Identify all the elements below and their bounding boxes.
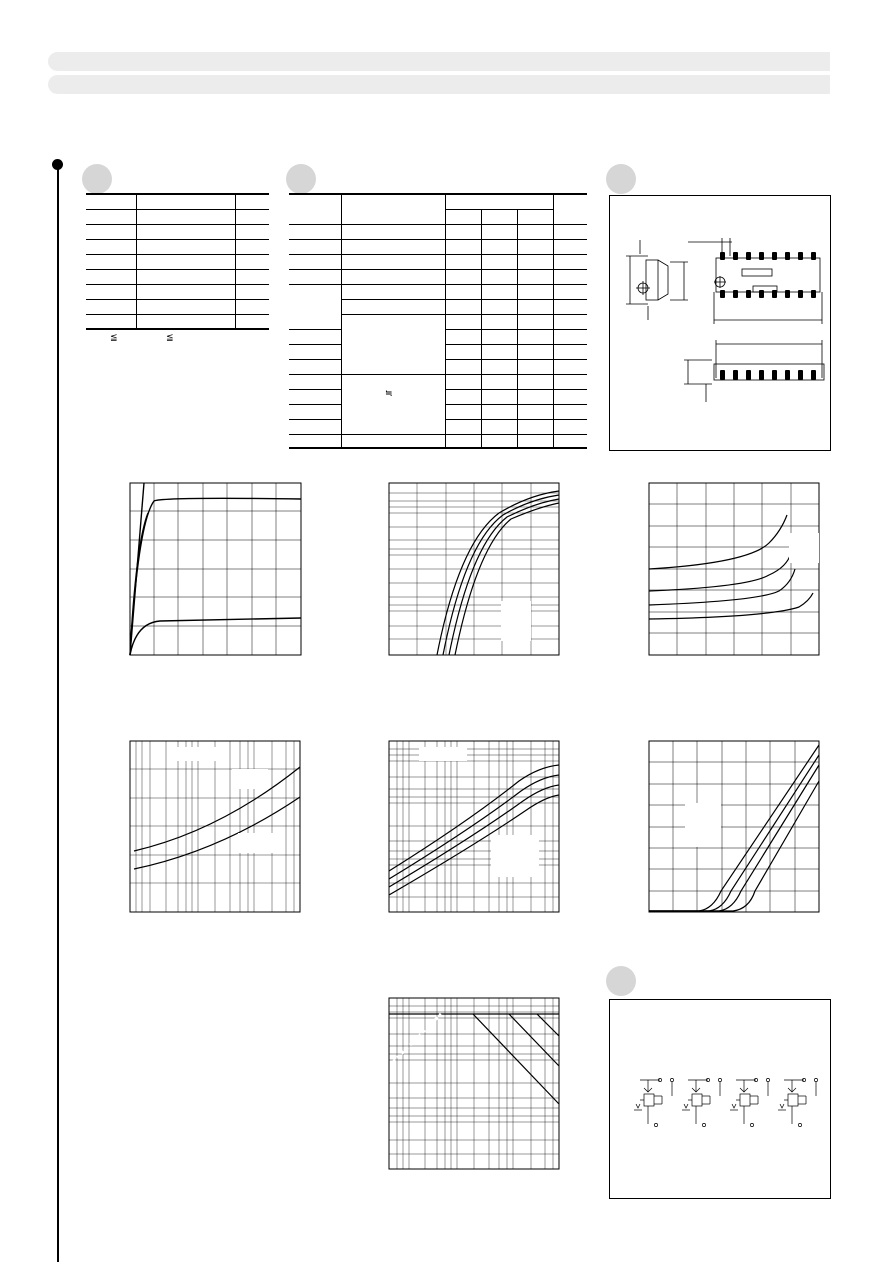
circuit-box [609,999,831,1199]
section-marker-1 [82,164,112,194]
section-marker-4 [606,966,636,996]
graph-6 [649,741,819,912]
graph-3 [649,483,819,655]
le-symbol-1: ≦ [110,332,118,342]
section-marker-3 [606,164,636,194]
graph-7 [389,998,559,1169]
graph-2 [389,483,559,655]
graph-5 [389,741,559,912]
ratings-table [86,193,269,342]
package-outline-drawing [610,196,832,452]
header-bar-top [48,52,830,71]
section-marker-2 [286,164,316,194]
left-margin-dot [52,159,63,170]
approx-symbol: ≒ [385,388,393,398]
characteristics-table [289,193,587,449]
circuit-diagram [610,1000,832,1200]
left-margin-rule [57,164,59,1262]
graph-4 [130,741,300,912]
graph-1 [130,483,301,655]
header-bar-bottom [48,75,830,94]
package-outline-box [609,195,831,451]
le-symbol-2: ≦ [166,332,174,342]
